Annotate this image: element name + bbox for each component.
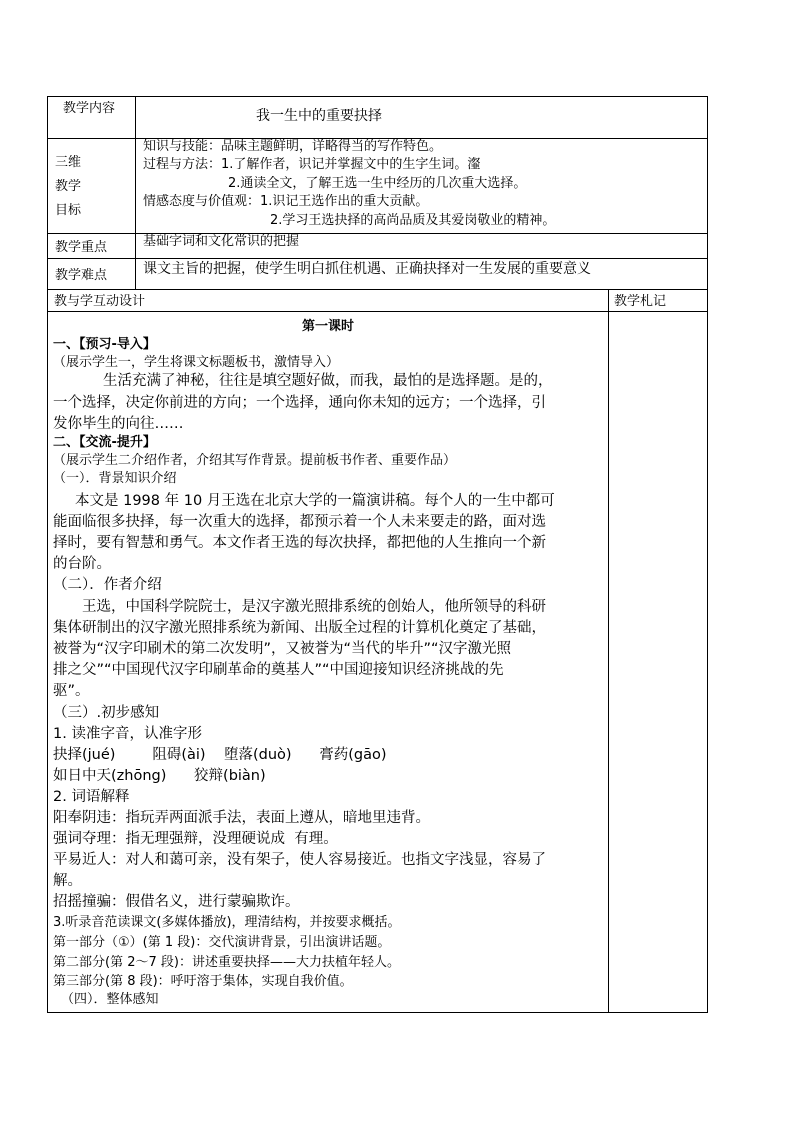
objective-line: 过程与方法：1.了解作者，识记并掌握文中的生字生词。瀣 [143, 157, 481, 172]
body-line: 平易近人：对人和蔼可亲，没有架子，使人容易接近。也指文字浅显，容易了 [53, 852, 546, 868]
content-label: 教学内容 [63, 101, 116, 116]
body-line: 生活充满了神秘，往往是填空题好做，而我，最怕的是选择题。是的， [103, 373, 553, 389]
keypoint-label: 教学重点 [55, 240, 108, 255]
body-line: 的台阶。 [53, 556, 111, 572]
lesson-body [53, 315, 606, 1010]
objective-line: 知识与技能：品味主题鲜明，详略得当的写作特色。 [143, 139, 443, 154]
notes-label: 教学札记 [614, 294, 667, 309]
objective-line: 2.学习王选抉择的高尚品质及其爱岗敬业的精神。 [270, 213, 556, 228]
section-heading: 一、【预习-导入】 [53, 337, 156, 352]
body-line: 排之父”“中国现代汉字印刷革命的奠基人”“中国迎接知识经济挑战的先 [53, 662, 504, 678]
body-line: 第一部分（①）(第 1 段)：交代演讲背景，引出演讲话题。 [53, 935, 391, 950]
objective-line: 情感态度与价值观：1.识记王选作出的重大贡献。 [143, 194, 429, 209]
objectives-label-2: 教学 [55, 179, 82, 194]
body-line: 发你毕生的向往…… [53, 416, 184, 432]
body-line: 1. 读准字音，认准字形 [53, 726, 202, 742]
body-line: 王选，中国科学院院士，是汉字激光照排系统的创始人，他所领导的科研 [82, 599, 546, 615]
body-line: 一个选择，决定你前进的方向；一个选择，通向你未知的远方；一个选择，引 [53, 395, 546, 411]
objective-line: 2.通读全文，了解王选一生中经历的几次重大选择。 [228, 176, 527, 191]
session-title: 第一课时 [302, 319, 355, 334]
body-line: 能面临很多抉择，每一次重大的选择，都预示着一个人未来要走的路，面对选 [53, 514, 546, 530]
body-line: （展示学生二介绍作者，介绍其写作背景。提前板书作者、重要作品） [53, 453, 457, 468]
subsection-heading: （四）．整体感知 [61, 992, 159, 1007]
subsection-heading: （三）.初步感知 [53, 705, 160, 721]
difficulty-value: 课文主旨的把握，使学生明白抓住机遇、正确抉择对一生发展的重要意义 [143, 261, 591, 277]
body-line: 3.听录音范读课文(多媒体播放)，理清结构，并按要求概括。 [53, 915, 401, 930]
section-heading: 二、【交流-提升】 [53, 435, 156, 450]
content-value: 我一生中的重要抉择 [256, 108, 382, 124]
body-line: 本文是 1998 年 10 月王选在北京大学的一篇演讲稿。每个人的一生中都可 [75, 493, 555, 509]
body-line: 第二部分(第 2～7 段)：讲述重要抉择——大力扶植年轻人。 [53, 955, 400, 970]
body-line: 解。 [53, 873, 82, 889]
body-line: 强词夺理：指无理强辩，没理硬说成 有理。 [53, 831, 338, 847]
objectives-label-1: 三维 [55, 155, 82, 170]
body-line: 择时，要有智慧和勇气。本文作者王选的每次抉择，都把他的人生推向一个新 [53, 535, 546, 551]
body-line: 集体研制出的汉字激光照排系统为新闻、出版全过程的计算机化奠定了基础， [53, 620, 546, 636]
difficulty-label: 教学难点 [55, 268, 108, 283]
col-divider [135, 97, 136, 289]
design-label: 教与学互动设计 [54, 294, 146, 309]
body-line: 驱”。 [53, 683, 90, 699]
body-line: 2. 词语解释 [53, 789, 130, 805]
pinyin-line: 抉择(jué) 阻碍(ài) 堕落(duò) 膏药(gāo) [53, 747, 387, 763]
subsection-heading: （二）．作者介绍 [53, 577, 162, 593]
body-line: 被誉为“汉字印刷术的第二次发明”，又被誉为“当代的毕升”“汉字激光照 [53, 641, 512, 657]
col-divider [608, 289, 609, 1012]
subsection-heading: （一）．背景知识介绍 [53, 471, 177, 486]
body-line: 第三部分(第 8 段)：呼吁溶于集体，实现自我价值。 [53, 974, 353, 989]
lesson-plan-table [47, 96, 708, 1013]
body-line: 阳奉阴违：指玩弄两面派手法，表面上遵从，暗地里违背。 [53, 810, 430, 826]
pinyin-line: 如日中天(zhōng) 狡辩(biàn) [53, 768, 266, 784]
body-line: 招摇撞骗：假借名义，进行蒙骗欺诈。 [53, 894, 300, 910]
keypoint-value: 基础字词和文化常识的把握 [143, 234, 300, 249]
body-line: （展示学生一，学生将课文标题板书，激情导入） [53, 355, 340, 370]
objectives-label-3: 目标 [55, 203, 82, 218]
